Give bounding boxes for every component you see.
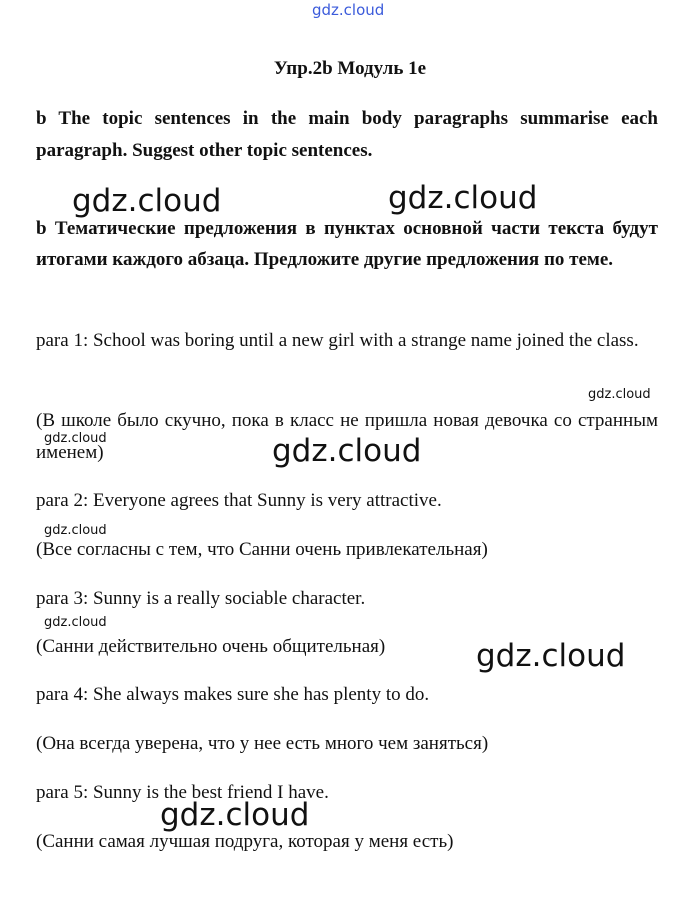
watermark-small: gdz.cloud	[588, 387, 651, 402]
watermark-big: gdz.cloud	[476, 638, 626, 674]
para-5-russian: (Санни самая лучшая подруга, которая у меня есть)	[36, 831, 454, 852]
task-russian: b Тематические предложения в пунктах основной части текста будут итогами каждого абзаца. Предложите другие предложения по теме.	[36, 218, 658, 270]
watermark-big: gdz.cloud	[388, 180, 538, 216]
watermark-big: gdz.cloud	[160, 797, 310, 833]
para-4-russian: (Она всегда уверена, что у нее есть много чем заняться)	[36, 733, 489, 754]
para-5-english: para 5: Sunny is the best friend I have.	[36, 782, 329, 803]
para-3-russian: (Санни действительно очень общительная)	[36, 636, 386, 657]
para-1-russian: (В школе было скучно, пока в класс не пришла новая девочка со странным именем)	[36, 410, 658, 463]
para-1-english: para 1: School was boring until a new girl with a strange name joined the class.	[36, 330, 639, 351]
para-4-english: para 4: She always makes sure she has plenty to do.	[36, 684, 430, 705]
watermark-small: gdz.cloud	[44, 523, 107, 538]
watermark-small: gdz.cloud	[44, 615, 107, 630]
watermark-big: gdz.cloud	[272, 433, 422, 469]
watermark-big: gdz.cloud	[72, 183, 222, 219]
watermark-top: gdz.cloud	[312, 1, 385, 19]
para-2-english: para 2: Everyone agrees that Sunny is very attractive.	[36, 490, 442, 511]
para-3-english: para 3: Sunny is a really sociable character.	[36, 588, 366, 609]
watermark-small: gdz.cloud	[44, 431, 107, 446]
page-title: Упр.2b Модуль 1e	[273, 58, 427, 79]
task-english: b The topic sentences in the main body paragraphs summarise each paragraph. Suggest other topic sentences.	[36, 108, 658, 161]
para-2-russian: (Все согласны с тем, что Санни очень привлекательная)	[36, 539, 488, 560]
